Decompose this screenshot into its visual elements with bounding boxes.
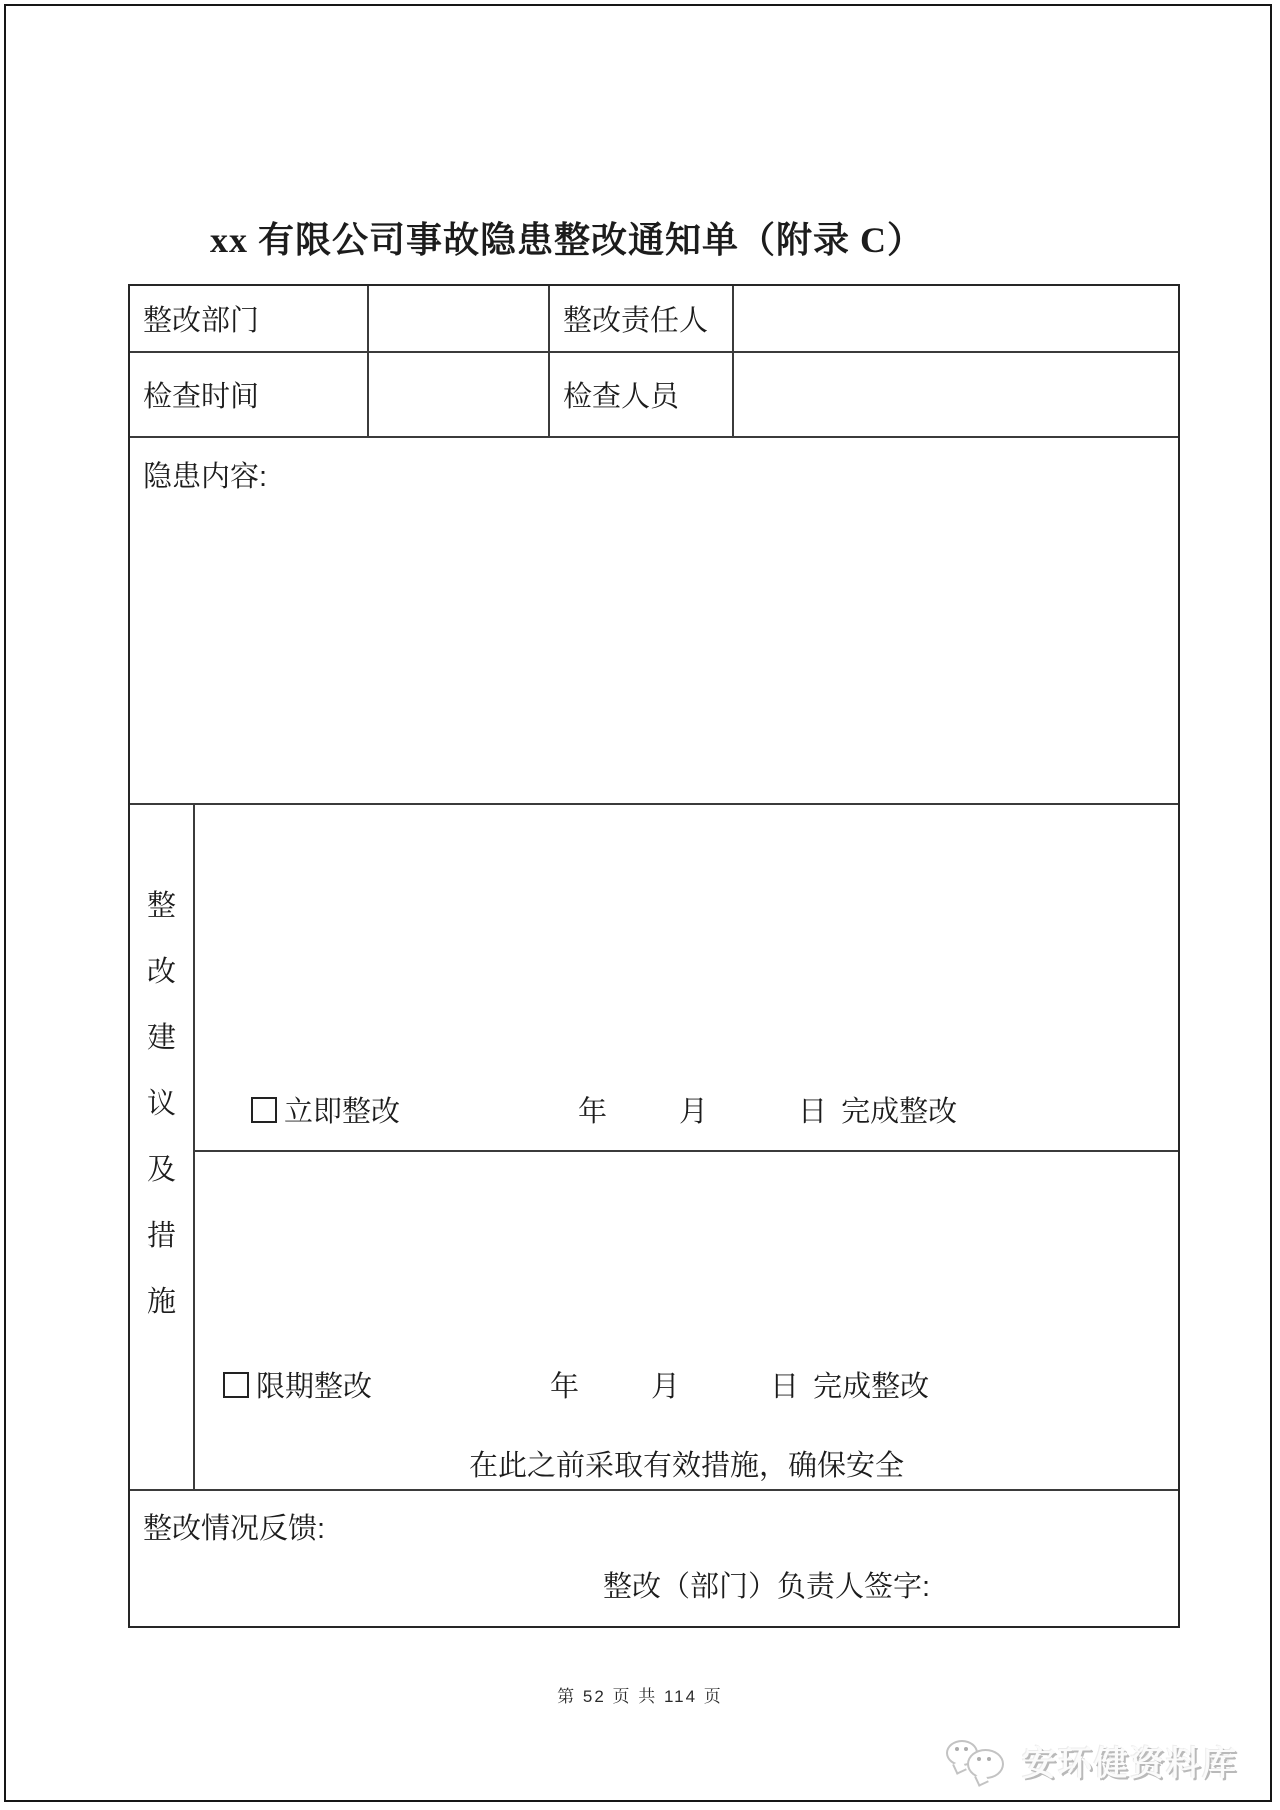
immediate-rectify-cell <box>195 805 1178 1152</box>
feedback-label: 整改情况反馈: <box>143 1513 326 1545</box>
rectify-responsible-field[interactable] <box>734 286 1178 351</box>
deadline-rectify-cell <box>195 1152 1178 1489</box>
check-person-label: 检查人员 <box>550 353 734 436</box>
safety-note: 在此之前采取有效措施，确保安全 <box>468 1450 904 1482</box>
month-label: 月 <box>651 1371 681 1403</box>
month-label: 月 <box>679 1096 709 1128</box>
feedback-cell[interactable] <box>130 1491 1178 1626</box>
checkbox-immediate-icon[interactable] <box>251 1097 277 1123</box>
eye-dot <box>987 1757 991 1761</box>
vertical-label-char: 议 <box>146 1088 176 1120</box>
chat-bubbles-icon <box>946 1740 1010 1782</box>
eye-dot <box>964 1747 968 1751</box>
suggestion-options <box>195 805 1178 1489</box>
hazard-content-cell[interactable] <box>130 438 1178 805</box>
deadline-rectify-label: 限期整改 <box>256 1371 373 1403</box>
eye-dot <box>955 1747 959 1751</box>
year-label: 年 <box>578 1096 608 1128</box>
check-person-field[interactable] <box>734 353 1178 436</box>
vertical-label-char: 建 <box>146 1022 176 1054</box>
vertical-label-char: 整 <box>146 890 176 922</box>
day-label: 日 <box>798 1096 828 1128</box>
rectification-notice-form <box>128 284 1180 1628</box>
immediate-rectify-label: 立即整改 <box>284 1096 401 1128</box>
immediate-rectify-line <box>223 1089 957 1130</box>
day-label: 日 <box>770 1371 800 1403</box>
table-row <box>130 353 1178 438</box>
deadline-rectify-line <box>195 1364 1178 1405</box>
bubble-right <box>967 1749 1004 1779</box>
vertical-section-label <box>130 805 195 1489</box>
suggestion-section <box>130 805 1178 1491</box>
complete-label: 完成整改 <box>841 1096 958 1128</box>
check-time-label: 检查时间 <box>130 353 369 436</box>
watermark-text: 安环健资料库 <box>1022 1745 1238 1783</box>
year-label: 年 <box>550 1371 580 1403</box>
rectify-dept-field[interactable] <box>369 286 550 351</box>
page-title: xx 有限公司事故隐患整改通知单（附录 C） <box>210 220 924 260</box>
vertical-label-char: 及 <box>146 1154 176 1186</box>
table-row <box>130 286 1178 353</box>
page-number: 第 52 页 共 114 页 <box>557 1687 723 1706</box>
vertical-label-char: 改 <box>146 956 176 988</box>
vertical-label-char: 措 <box>146 1220 176 1252</box>
vertical-label-char: 施 <box>146 1286 176 1318</box>
eye-dot <box>977 1757 981 1761</box>
check-time-field[interactable] <box>369 353 550 436</box>
watermark <box>946 1736 1238 1785</box>
signature-label: 整改（部门）负责人签字: <box>603 1571 931 1603</box>
checkbox-deadline-icon[interactable] <box>223 1372 249 1398</box>
rectify-responsible-label: 整改责任人 <box>550 286 734 351</box>
complete-label: 完成整改 <box>813 1371 930 1403</box>
rectify-dept-label: 整改部门 <box>130 286 369 351</box>
hazard-content-label: 隐患内容: <box>143 461 268 493</box>
